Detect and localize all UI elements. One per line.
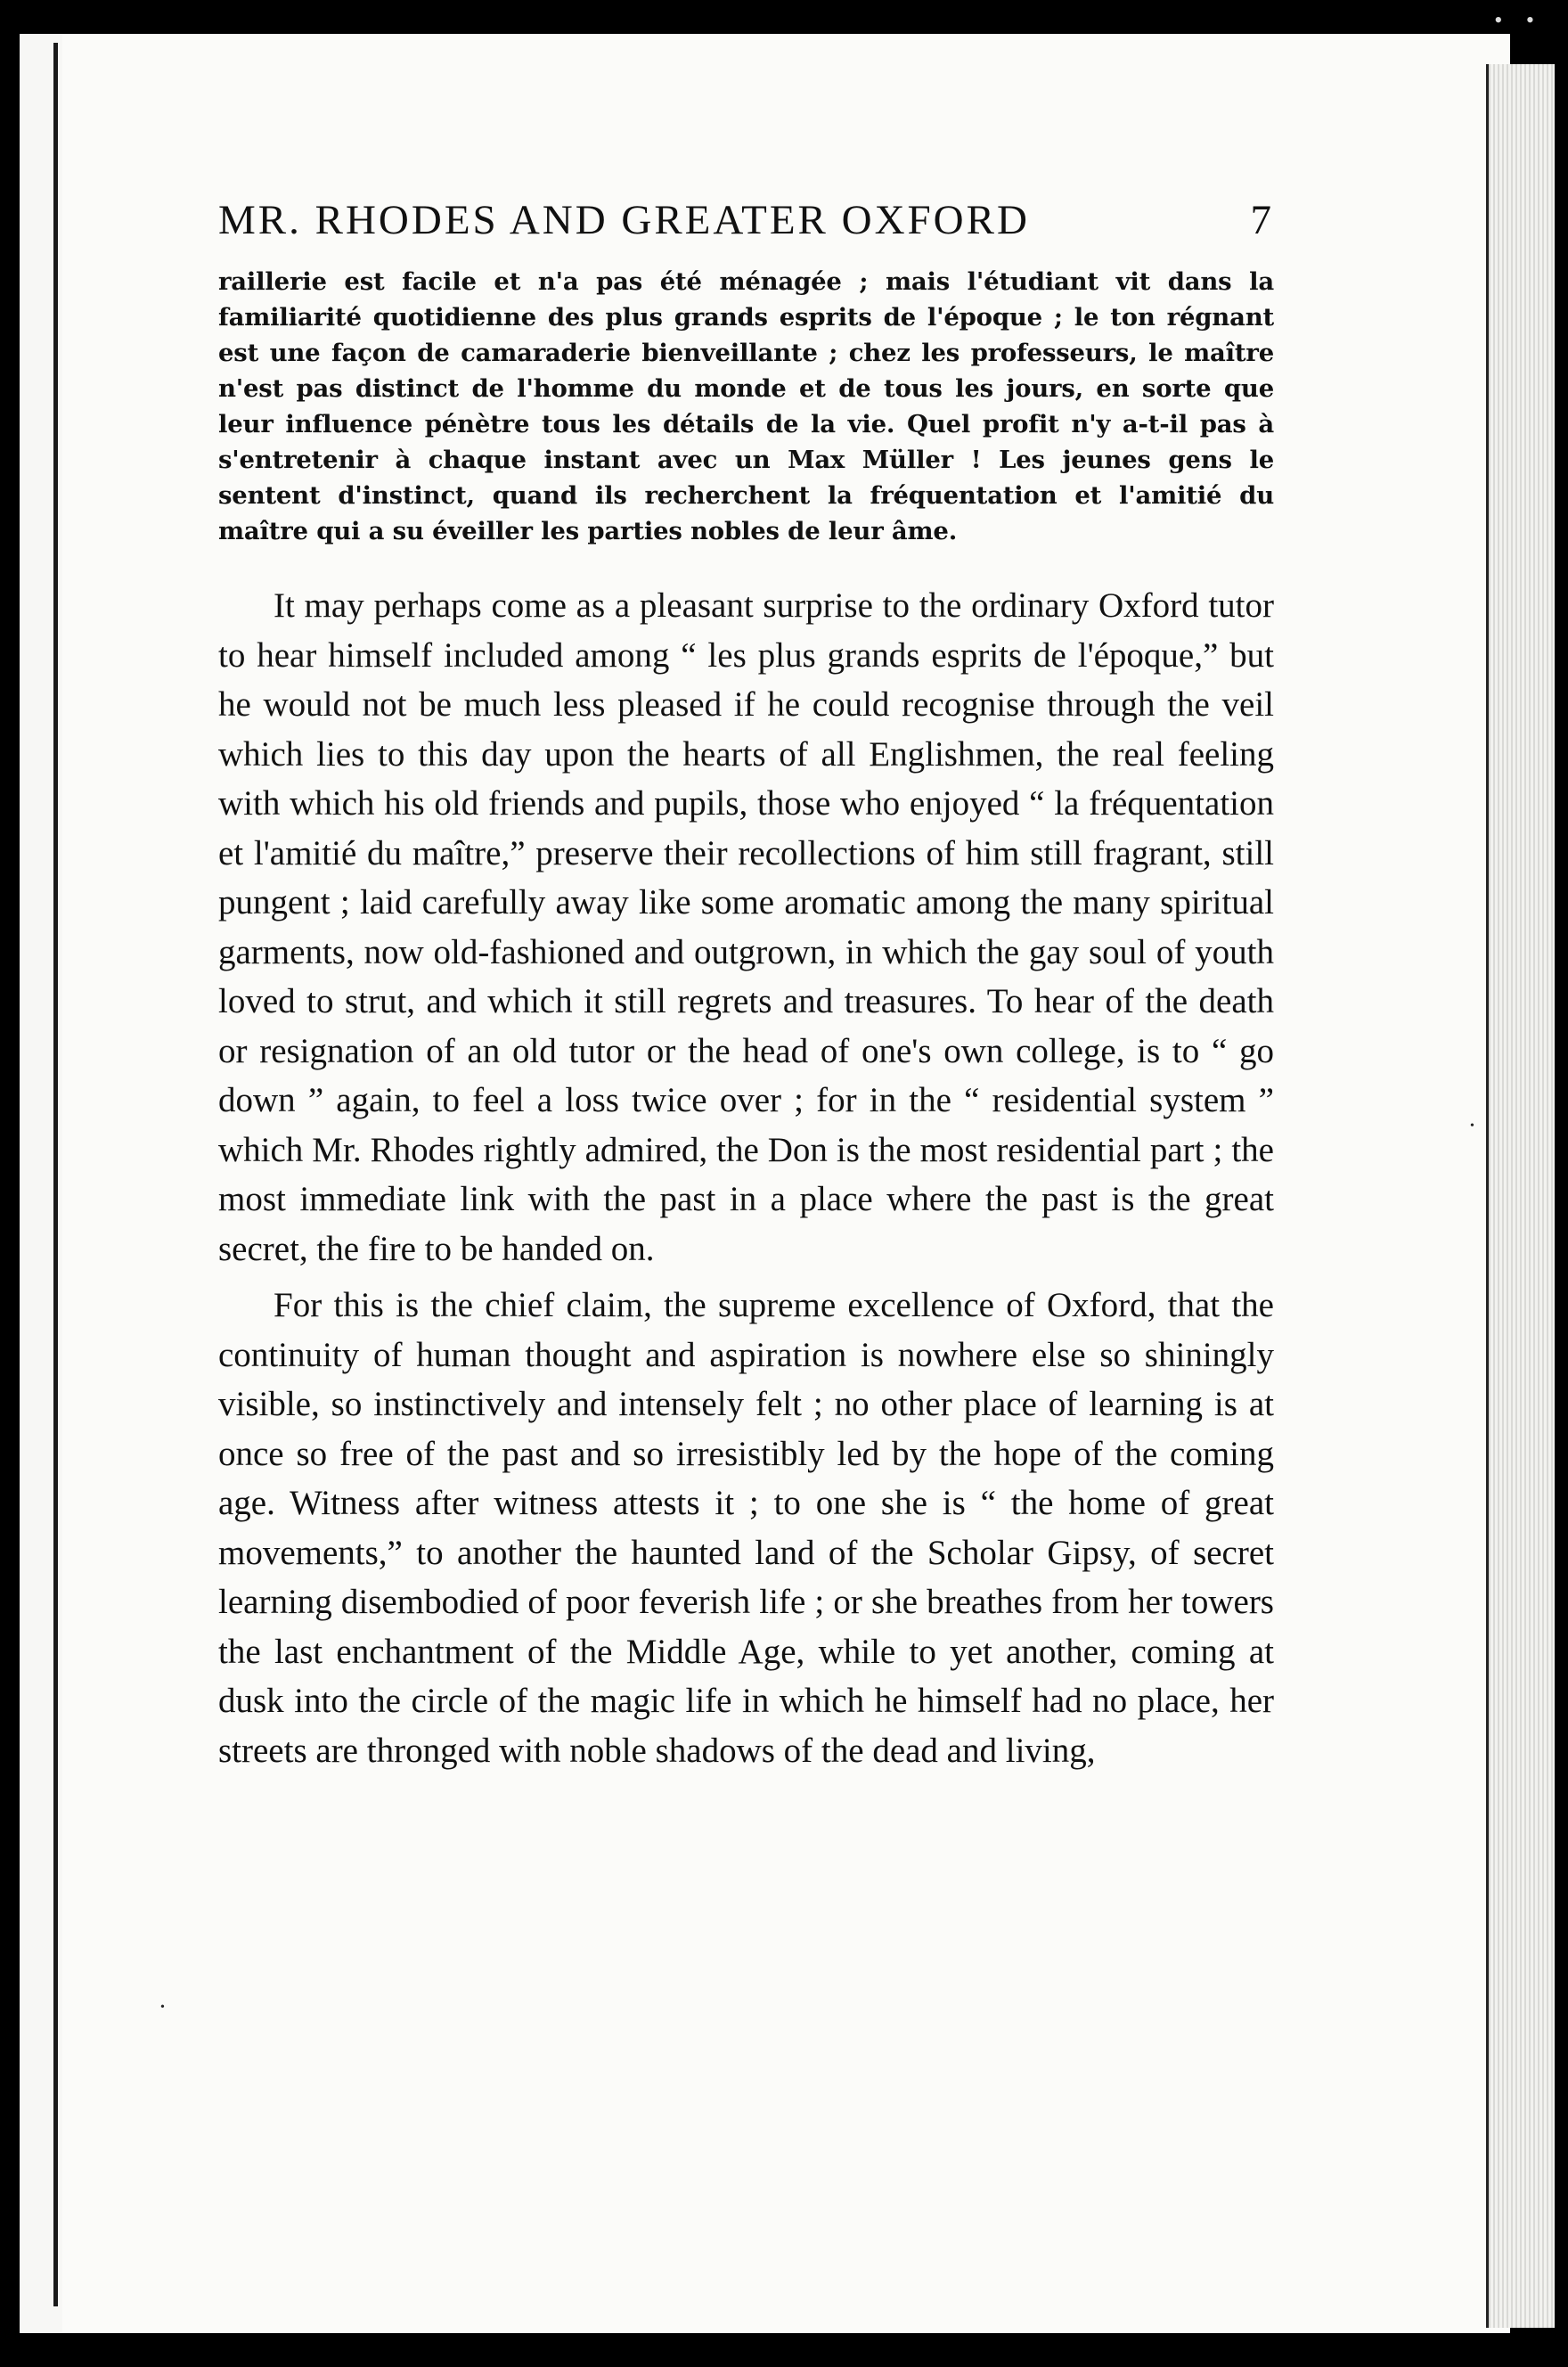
page-block-edge	[1486, 64, 1555, 2328]
body-paragraph: It may perhaps come as a pleasant surprise to the ordinary Oxford tutor to hear himself included among “ les plus grands esprits de l'époque,” but he would not be much less pleased if he could recognise through the veil which lies to this day upon the hearts of all Englishmen, the real feeling with which his old friends and pupils, those who enjoyed “ la fréquentation et l'amitié du maître,” preserve their recollections of him still fragrant, still pungent ; laid carefully away like some aromatic among the many spiritual garments, now old-fashioned and outgrown, in which the gay soul of youth loved to strut, and which it still regrets and treasures. To hear of the death or resignation of an old tutor or the head of one's own college, is to “ go down ” again, to feel a loss twice over ; for in the “ residential system ” which Mr. Rhodes rightly admired, the Don is the most residential part ; the most immediate link with the past in a place where the past is the great secret, the fire to be handed on.	[218, 586, 1274, 1268]
french-quotation: raillerie est facile et n'a pas été ménagée ; mais l'étudiant vit dans la familiarité quotidienne des plus grands esprits de l'époque ; le ton régnant est une façon de camaraderie bienveillante ; chez les professeurs, le maître n'est pas distinct de l'homme du monde et de tous les jours, en sorte que leur influence pénètre tous les détails de la vie. Quel profit n'y a-t-il pas à s'entretenir à chaque instant avec un Max Müller ! Les jeunes gens le sentent d'instinct, quand ils recherchent la fréquentation et l'amitié du maître qui a su éveiller les parties nobles de leur âme.	[218, 267, 1274, 545]
stray-dot: •	[160, 2001, 165, 2014]
running-head	[218, 196, 1274, 251]
page-number: 7	[1250, 197, 1274, 243]
page-content	[218, 196, 1274, 1782]
body-paragraph: For this is the chief claim, the supreme excellence of Oxford, that the continuity of human thought and aspiration is nowhere else so shiningly visible, so instinctively and intensely felt ; no other place of learning is at once so free of the past and so irresistibly led by the hope of the coming age. Witness after witness attests it ; to one she is “ the home of great movements,” to another the haunted land of the Scholar Gipsy, of secret learning disembodied of poor feverish life ; or she breathes from her towers the last enchantment of the Middle Age, while to yet another, coming at dusk into the circle of the magic life in which he himself had no place, her streets are thronged with noble shadows of the dead and living,	[218, 1286, 1274, 1770]
running-head-title: MR. RHODES AND GREATER OXFORD	[218, 197, 1030, 243]
stray-dot: •	[1470, 1119, 1474, 1133]
book-spine-line	[53, 43, 58, 2306]
corner-marks: • •	[1494, 7, 1543, 33]
facing-page-edge	[20, 34, 64, 2333]
